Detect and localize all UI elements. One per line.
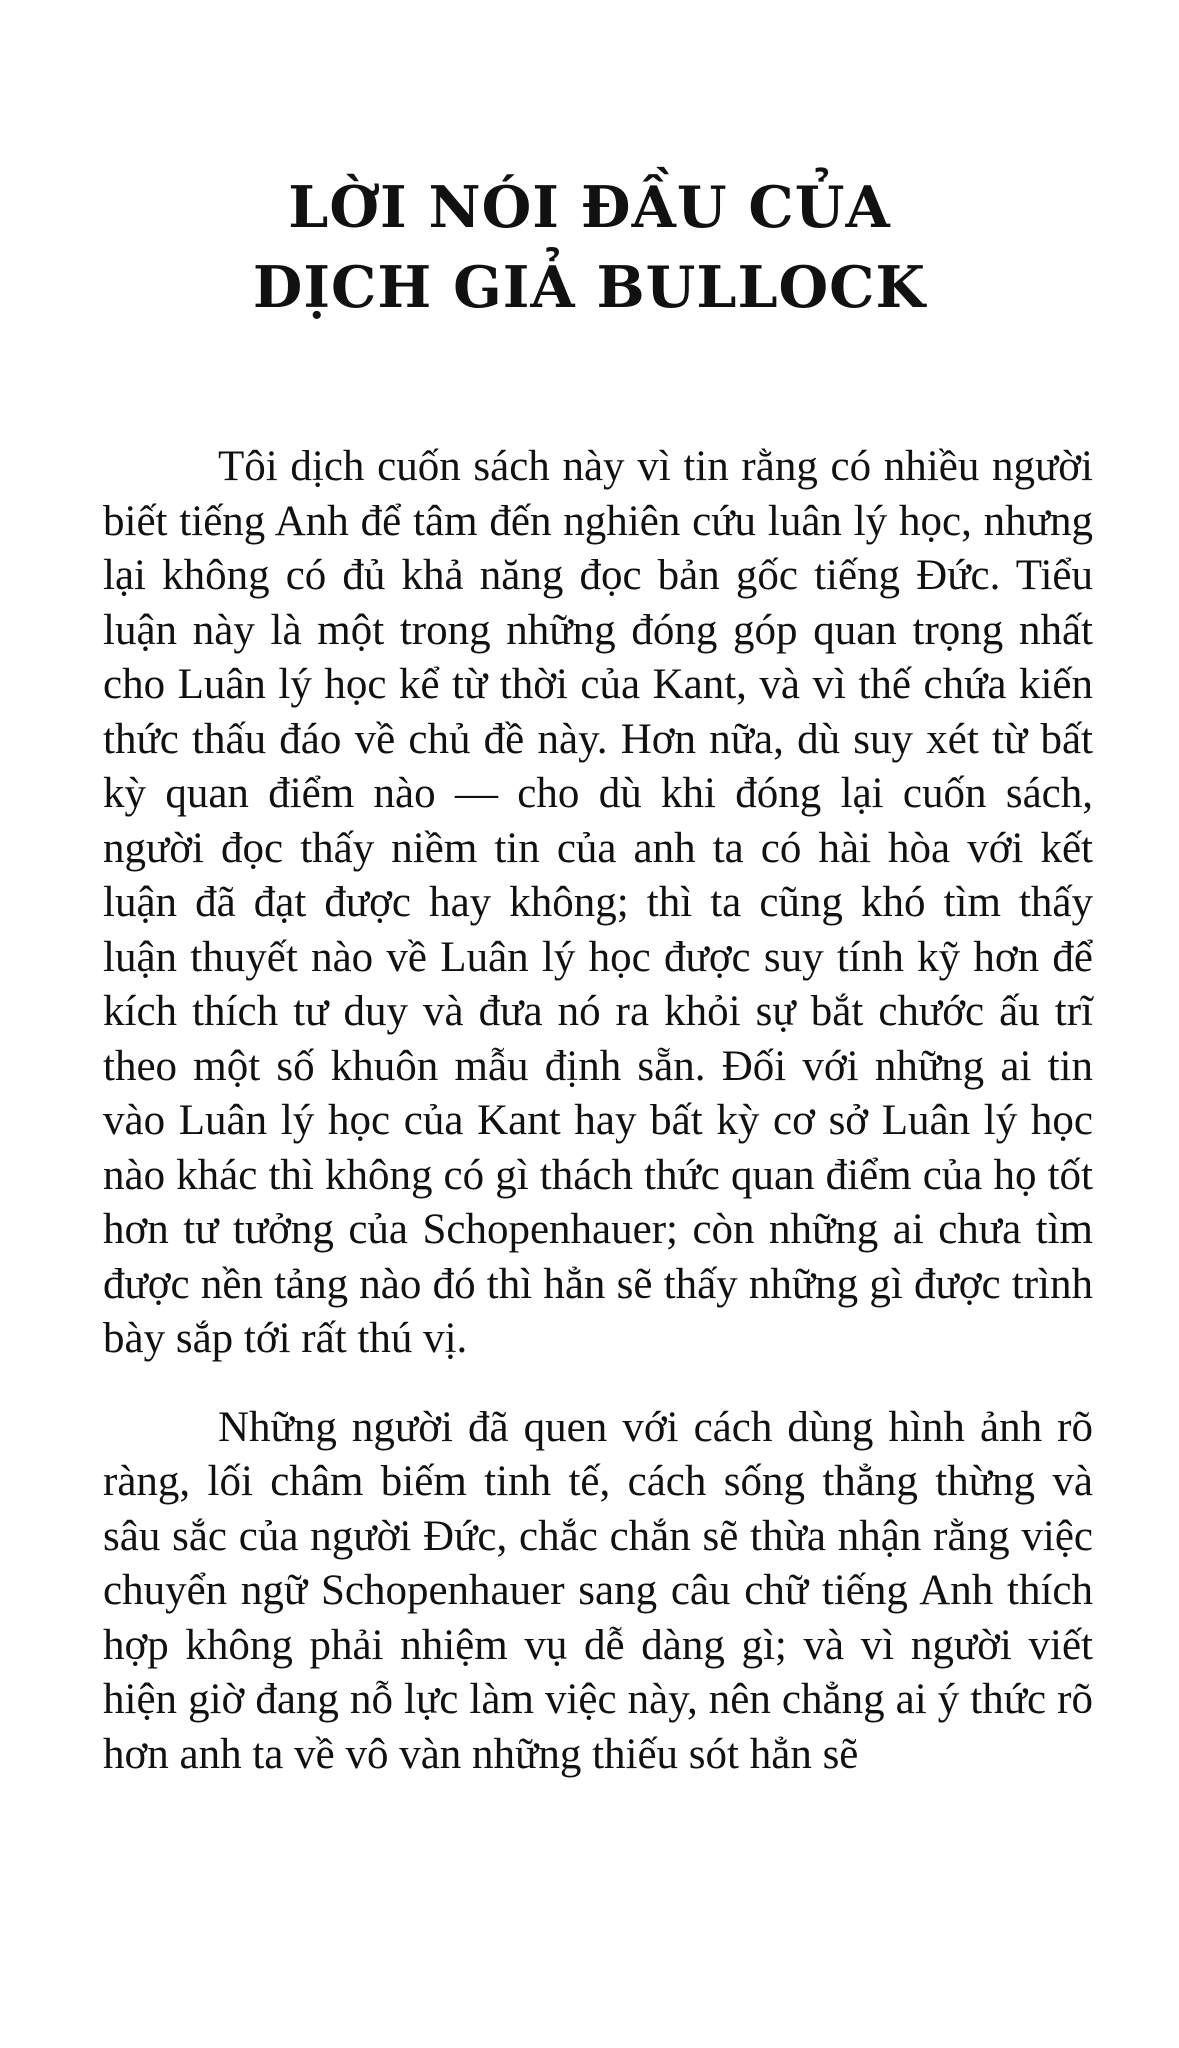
chapter-title xyxy=(0,168,1179,328)
paragraph-2: Những người đã quen với cách dùng hình ảnh rõ ràng, lối châm biếm tinh tế, cách sống thẳng thừng và sâu sắc của người Đức, chắc chắn sẽ thừa nhận rằng việc chuyển ngữ Schopenhauer sang câu chữ tiếng Anh thích hợp không phải nhiệm vụ dễ dàng gì; và vì người viết hiện giờ đang nỗ lực làm việc này, nên chẳng ai ý thức rõ hơn anh ta về vô vàn những thiếu sót hẳn sẽ xyxy=(103,1403,1093,1778)
chapter-title-line-2: DỊCH GIẢ BULLOCK xyxy=(252,254,927,321)
paragraph-1: Tôi dịch cuốn sách này vì tin rằng có nhiều người biết tiếng Anh để tâm đến nghiên cứu luân lý học, nhưng lại không có đủ khả năng đọc bản gốc tiếng Đức. Tiểu luận này là một trong những đóng góp quan trọng nhất cho Luân lý học kể từ thời của Kant, và vì thế chứa kiến thức thấu đáo về chủ đề này. Hơn nữa, dù suy xét từ bất kỳ quan điểm nào — cho dù khi đóng lại cuốn sách, người đọc thấy niềm tin của anh ta có hài hòa với kết luận đã đạt được hay không; thì ta cũng khó tìm thấy luận thuyết nào về Luân lý học được suy tính kỹ hơn để kích thích tư duy và đưa nó ra khỏi sự bắt chước ấu trĩ theo một số khuôn mẫu định sẵn. Đối với những ai tin vào Luân lý học của Kant hay bất kỳ cơ sở Luân lý học nào khác thì không có gì thách thức quan điểm của họ tốt hơn tư tưởng của Schopenhauer; còn những ai chưa tìm được nền tảng nào đó thì hẳn sẽ thấy những gì được trình bày sắp tới rất thú vị. xyxy=(103,443,1093,1362)
body-text xyxy=(103,440,1093,1782)
chapter-title-line-1: LỜI NÓI ĐẦU CỦA xyxy=(288,174,891,241)
